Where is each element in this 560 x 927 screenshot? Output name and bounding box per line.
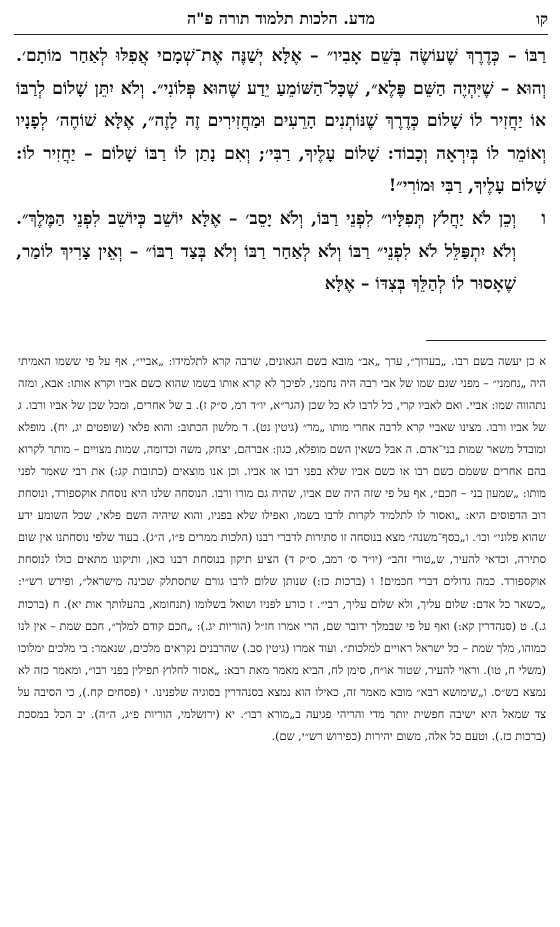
- footnote-divider: [426, 340, 546, 341]
- main-paragraph-2-text: וְכֵן לֹא יַחֲלֹץ תְּפִלָּיו״ לִפְנֵי רַבּוֹ, וְלֹא יָסֵב׳ – אֶלָּא יוֹשֵׁב כְּיוֹשֵׁב לִפְנֵי הַמֶּלֶךְ״. וְלֹא יִתְפַּלֵּל לֹא לִפְנֵי״ רַבּוֹ וְלֹא לְאַחַר רַבּוֹ וְלֹא בְּצַד רַבּוֹ״ – וְאֵין צָרִיךְ לוֹמַר, שֶׁאָסוּר לוֹ לְהַלֵּךְ בְּצִדּוֹ – אֶלָּא: [16, 208, 516, 295]
- running-header: [14, 6, 548, 32]
- main-paragraph-2: [16, 203, 546, 301]
- page-number: קו: [536, 9, 548, 28]
- footnotes-text: א כן יעשה בשם רבו. „בערוך״, ערך „אב״ מובא בשם הגאונים, שרבה קרא לתלמידו: „אביי״, אף על פי ששמו האמיתי היה „נחמני״ – מפני שגם שמו של אבי רבה היה נחמני, לפיכך לא קרא אותו בשמו שהוא כשם אביו וקרא אותו: אבא, ומזה נתהווה שמו: אביי. ואם לאביו קרי, כל לרבו לא כל שכן (הגר״א, יו״ד רמ, ס״ק ז). ב של אחרים, ומכל שכן של אביו ורבו. ג של אביו ורבו. מצינו שאביי קרא לרבה אחרי מותו „מר״ (גיטין נט). ד מלשון הכתוב: והוא פלאי (שופטים יג, יח). מופלא ומובדל משאר שמות בני־אדם. ה אבל כשאין השם מופלא, כגון: אברהם, יצחק, משה וכדומה, שמות מצויים – מותר לקרוא בהם אחרים ששמם כשם רבו או כשם אביו שלא בפני רבו או אביו. וכן אנו מוצאים (כתובות קג:) את רבי שאמר לפני מותו: „שמעון בני – חכם״, אף על פי שזה היה שם אביו, שהיה גם מורו ורבו. הנוסחה שלנו היא נוסחת אוקספורד, ונוסחת רוב הדפוסים היא: „ואסור לו לתלמיד לקרות לרבו בשמו, ואפילו שלא בפניו, והוא שיהיה השם פלאי, שכל השומע ידע שהוא פלוני״ וכו׳. ו„כסף־משנה״ מצא בנוסחה זו סתירות לדברי רבנו (הלכות ממרים פ״ו, ה״ג). בעוד שלפי נוסחתנו אין שום סתירה, וכדאי להעיר, ש„טורי זהב״ (יו״ד ס׳ רמב, ס״ק ד) הציע תיקון בנוסחת רבנו כאן, ותיקונו מתאים כולו לנוסחת אוקספורד. כמה גדולים דברי חכמים! ו (ברכות כז:) שנותן שלום לרבו גורם שתסתלק שכינה מישראל״, ופירש רש״י: „כשאר כל אדם: שלום עליך, ולא שלום עליך, רבי״. ז כורע לפניו ושואל בשלומו (תנחומא, בהעלותך אות יא). ח (ברכות ג.). ט (סנהדרין קא:) ואף על פי שבמלך ידובר שם, הרי אמרו חז״ל (הוריות יג.): „חכם קודם למלך״, חכם שמת – אין לנו כמוהו, מלך שמת – כל ישראל ראויים למלכות״. ועוד אמרו (גיטין סב.) שהרבנים נקראים מלכים, שנאמר: בי מלכים ימלוכו (משלי ח, טו). וראוי להעיר, שטור או״ח, סימן לח, הביא מאמר מאת רבא: „אסור לחלוץ תפילין בפני רבו״, ומאמר כזה לא נמצא בש״ס. ו„שימושא רבא״ מובא מאמר זה, כאילו הוא נמצא בסנהדרין בסוגיה שלפנינו. י (פסחים קח.), כי הסיבה על צד שמאל היא ישיבה חפשית יותר מדי והריהי פגיעה ב„מורא רבו״. יא (ירושלמי, הוריות פ״ג, ה״ה). יב הכל במסכת (ברכות כז.). וטעם כל אלה, משום יהירות (כפירוש רש״י, שם).: [18, 355, 546, 743]
- running-title: מדע. הלכות תלמוד תורה פ"ה: [186, 9, 376, 28]
- footnotes: [18, 351, 546, 748]
- main-text: [16, 40, 546, 301]
- main-paragraph-1: רַבּוֹ – כְּדֶרֶךְ שֶׁעוֹשֶׂה בְּשֵׁם אָבִיו״ – אֶלָּא יְשַׁנֶּה אֶת־שְׁמָםי אֲפִלּוּ לְאַחַר מוֹתָם׳. וְהוּא – שֶׁיִּהְיֶה הַשֵּׁם פֶּלֶא״, שֶׁכָּל־הַשּׁוֹמֵעַ יֵדַע שֶׁהוּא פְּלוֹנִי״. וְלֹא יִתֵּן שָׁלוֹם לְרַבּוֹ אוֹ יַחֲזִיר לוֹ שָׁלוֹם כְּדֶרֶךְ שֶׁנּוֹתְנִים הָרֵעִים וּמַחֲזִירִים זֶה לָזֶה״, אֶלָּא שׁוֹחֶה׳ לְפָנָיו וְאוֹמֵר לוֹ בְּיִרְאָה וְכָבוֹד: שָׁלוֹם עָלֶיךָ, רַבִּי׳; וְאִם נָתַן לוֹ רַבּוֹ שָׁלוֹם – יַחֲזִיר לוֹ: שָׁלוֹם עָלֶיךָ, רַבִּי וּמוֹרִי״!: [16, 46, 546, 197]
- section-letter: ו: [541, 207, 546, 229]
- header-divider: [14, 34, 548, 35]
